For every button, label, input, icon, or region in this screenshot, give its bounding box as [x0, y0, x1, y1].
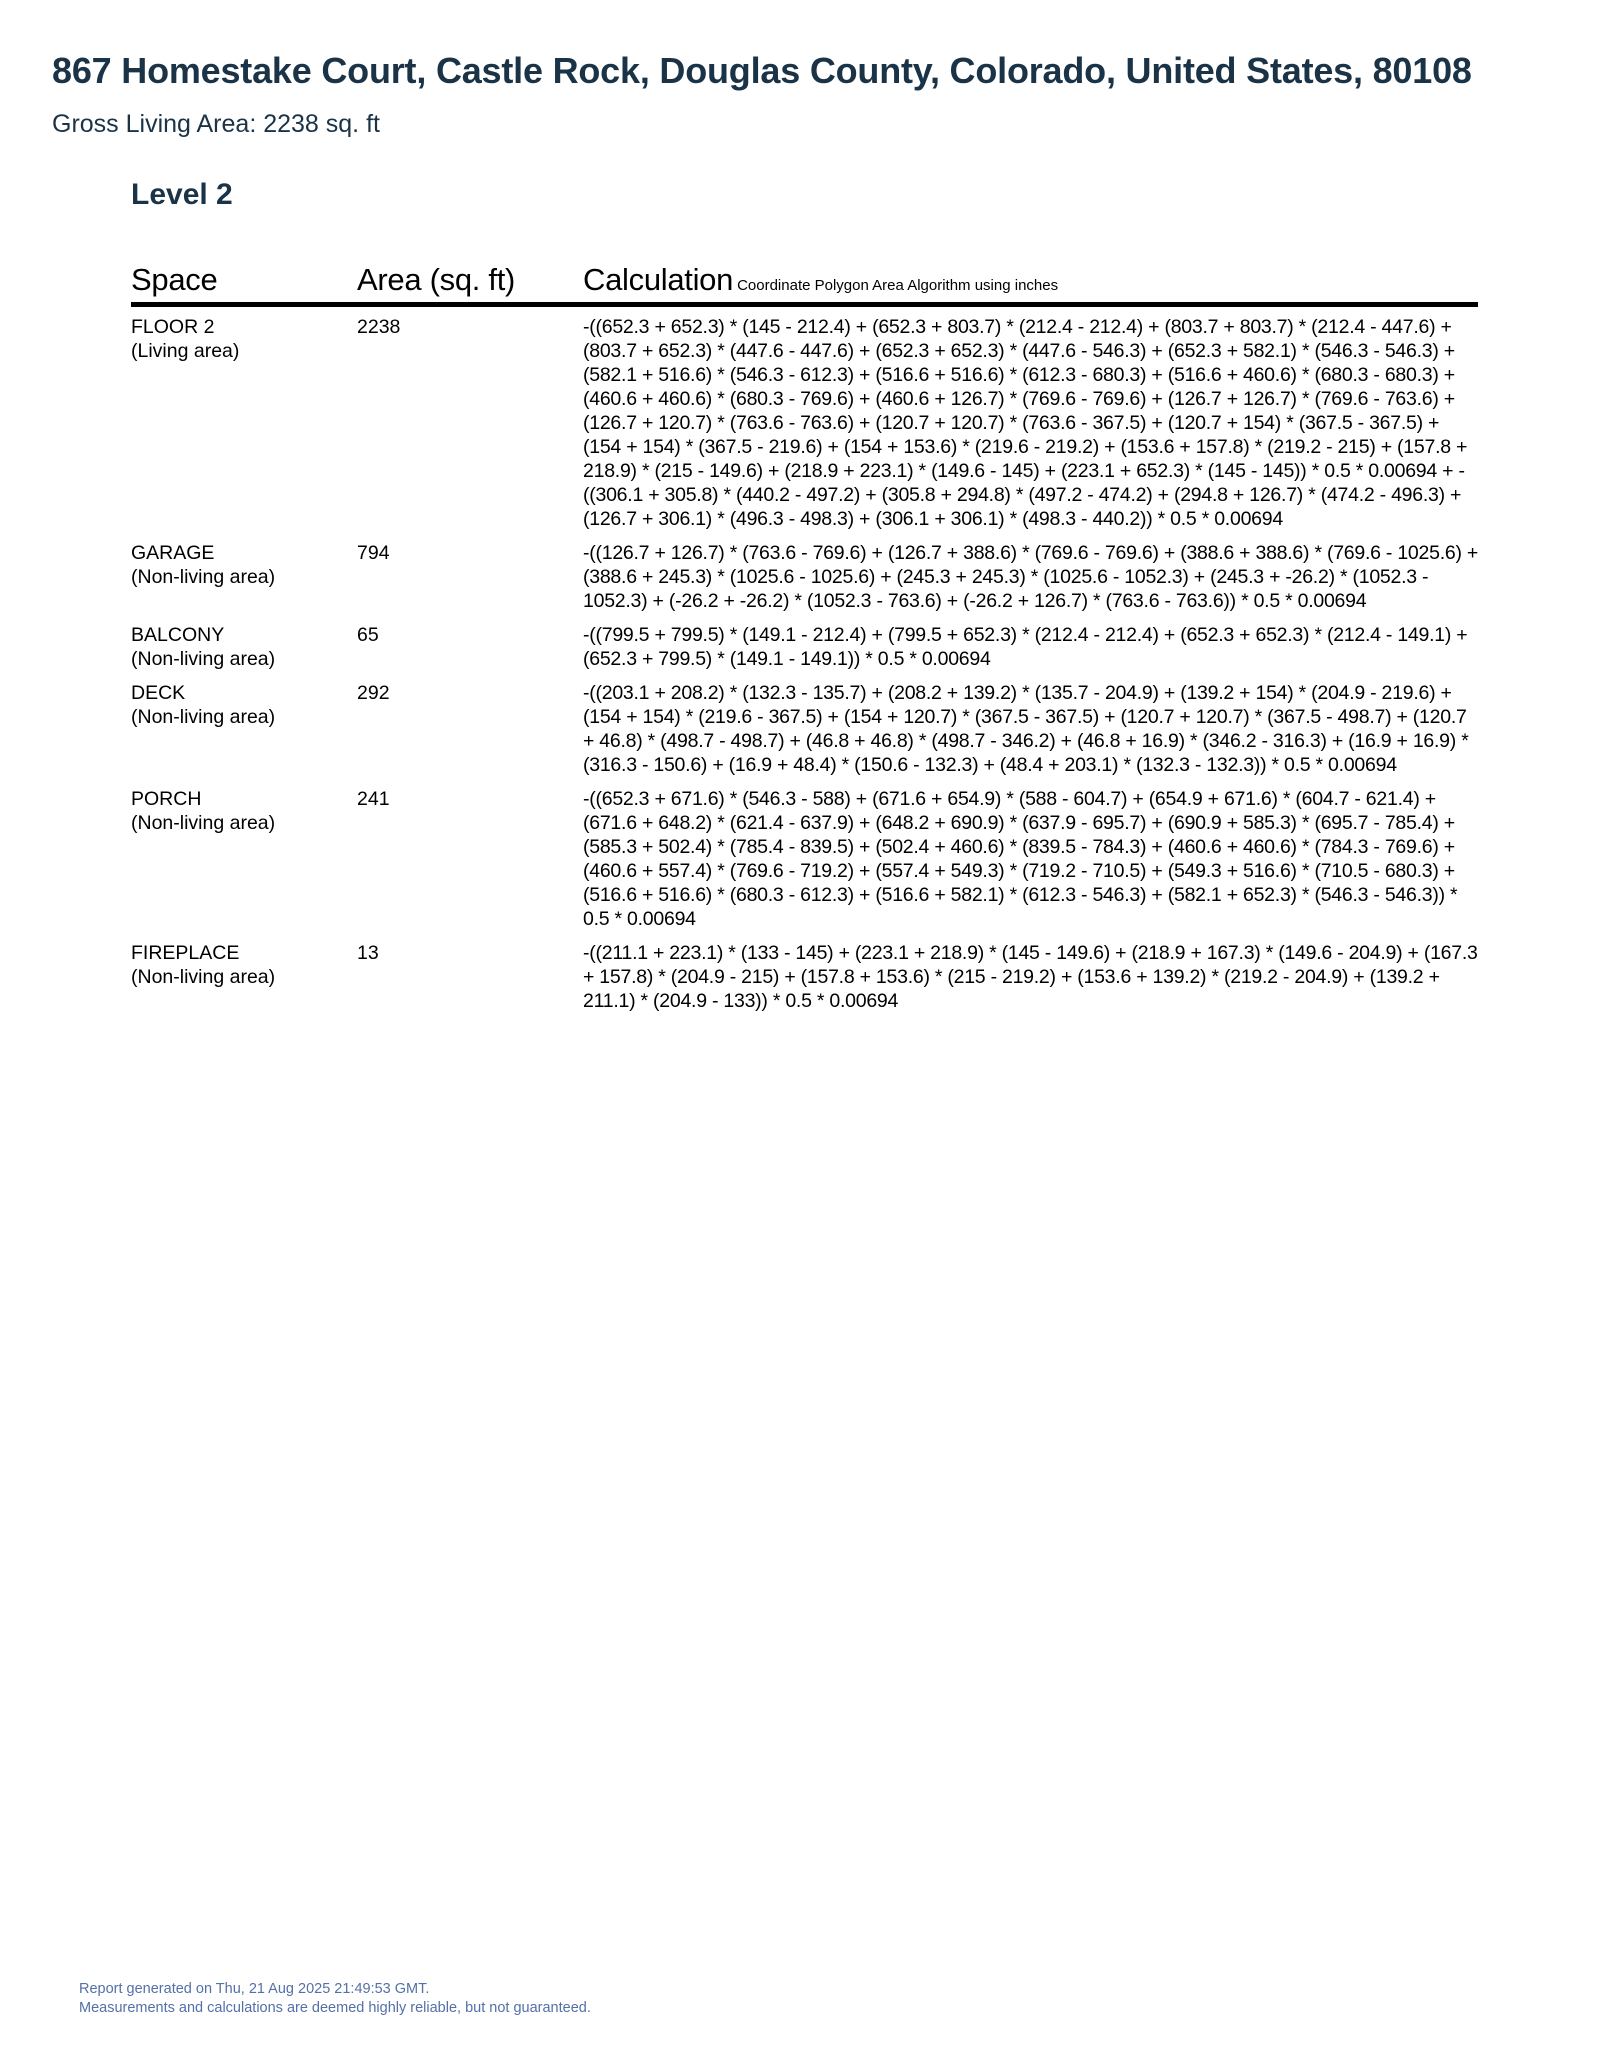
space-name: FLOOR 2 — [131, 316, 215, 338]
table-row — [131, 535, 1478, 617]
report-footer — [79, 1980, 591, 2018]
table-row — [131, 935, 1478, 1017]
calculation-cell: -((652.3 + 671.6) * (546.3 - 588) + (671.6 + 654.9) * (588 - 604.7) + (654.9 + 671.6) * (604.7 - 621.4) + (671.6 + 648.2) * (621.4 - 637.9) + (648.2 + 690.9) * (637.9 - 695.7) + (690.9 + 585.3) * (695.7 - 785.4) + (585.3 + 502.4) * (785.4 - 839.5) + (502.4 + 460.6) * (839.5 - 784.3) + (460.6 + 460.6) * (784.3 - 769.6) + (460.6 + 557.4) * (769.6 - 719.2) + (557.4 + 549.3) * (719.2 - 710.5) + (549.3 + 516.6) * (710.5 - 680.3) + (516.6 + 516.6) * (680.3 - 612.3) + (516.6 + 582.1) * (612.3 - 546.3) + (582.1 + 652.3) * (546.3 - 546.3)) * 0.5 * 0.00694 — [583, 788, 1458, 930]
space-name: DECK — [131, 682, 186, 704]
report-generated-text: Report generated on Thu, 21 Aug 2025 21:49:53 GMT. — [79, 1981, 430, 1997]
disclaimer-text: Measurements and calculations are deemed highly reliable, but not guaranteed. — [79, 2000, 591, 2016]
calculation-cell: -((799.5 + 799.5) * (149.1 - 212.4) + (799.5 + 652.3) * (212.4 - 212.4) + (652.3 + 652.3) * (212.4 - 149.1) + (652.3 + 799.5) * (149.1 - 149.1)) * 0.5 * 0.00694 — [583, 624, 1468, 670]
table-row — [131, 781, 1478, 935]
calculation-cell: -((203.1 + 208.2) * (132.3 - 135.7) + (208.2 + 139.2) * (135.7 - 204.9) + (139.2 + 154) * (204.9 - 219.6) + (154 + 154) * (219.6 - 367.5) + (154 + 120.7) * (367.5 - 367.5) + (120.7 + 120.7) * (367.5 - 498.7) + (120.7 + 46.8) * (498.7 - 498.7) + (46.8 + 46.8) * (498.7 - 346.2) + (46.8 + 16.9) * (346.2 - 316.3) + (16.9 + 16.9) * (316.3 - 150.6) + (16.9 + 48.4) * (150.6 - 132.3) + (48.4 + 203.1) * (132.3 - 132.3)) * 0.5 * 0.00694 — [583, 682, 1469, 776]
area-calculation-table — [131, 262, 1478, 1017]
table-row — [131, 675, 1478, 781]
area-cell: 241 — [357, 788, 390, 810]
space-name: FIREPLACE — [131, 942, 240, 964]
space-cell — [131, 935, 357, 1017]
table-row — [131, 617, 1478, 675]
header-calculation-note: Coordinate Polygon Area Algorithm using inches — [737, 277, 1059, 294]
header-calculation-label: Calculation — [583, 262, 734, 297]
table-header-row — [131, 262, 1478, 305]
space-cell — [131, 617, 357, 675]
table-header — [131, 262, 1478, 305]
gross-living-area: Gross Living Area: 2238 sq. ft — [52, 110, 380, 138]
page-title: 867 Homestake Court, Castle Rock, Douglas County, Colorado, United States, 80108 — [52, 50, 1472, 91]
space-cell — [131, 535, 357, 617]
space-type: (Non-living area) — [131, 566, 276, 588]
space-cell — [131, 305, 357, 536]
area-cell: 13 — [357, 942, 379, 964]
space-name: GARAGE — [131, 542, 215, 564]
space-name: BALCONY — [131, 624, 225, 646]
calculation-cell: -((126.7 + 126.7) * (763.6 - 769.6) + (126.7 + 388.6) * (769.6 - 769.6) + (388.6 + 388.6) * (769.6 - 1025.6) + (388.6 + 245.3) * (1025.6 - 1025.6) + (245.3 + 245.3) * (1025.6 - 1052.3) + (245.3 + -26.2) * (1052.3 - 1052.3) + (-26.2 + -26.2) * (1052.3 - 763.6) + (-26.2 + 126.7) * (763.6 - 763.6)) * 0.5 * 0.00694 — [583, 542, 1479, 612]
space-type: (Non-living area) — [131, 966, 276, 988]
calculation-cell: -((652.3 + 652.3) * (145 - 212.4) + (652.3 + 803.7) * (212.4 - 212.4) + (803.7 + 803.7) * (212.4 - 447.6) + (803.7 + 652.3) * (447.6 - 447.6) + (652.3 + 652.3) * (447.6 - 546.3) + (652.3 + 582.1) * (546.3 - 546.3) + (582.1 + 516.6) * (546.3 - 612.3) + (516.6 + 516.6) * (612.3 - 680.3) + (516.6 + 460.6) * (680.3 - 680.3) + (460.6 + 460.6) * (680.3 - 769.6) + (460.6 + 126.7) * (769.6 - 769.6) + (126.7 + 126.7) * (769.6 - 763.6) + (126.7 + 120.7) * (763.6 - 763.6) + (120.7 + 120.7) * (763.6 - 367.5) + (120.7 + 154) * (367.5 - 367.5) + (154 + 154) * (367.5 - 219.6) + (154 + 153.6) * (219.6 - 219.2) + (153.6 + 157.8) * (219.2 - 215) + (157.8 + 218.9) * (215 - 149.6) + (218.9 + 223.1) * (149.6 - 145) + (223.1 + 652.3) * (145 - 145)) * 0.5 * 0.00694 + -((306.1 + 305.8) * (440.2 - 497.2) + (305.8 + 294.8) * (497.2 - 474.2) + (294.8 + 126.7) * (474.2 - 496.3) + (126.7 + 306.1) * (496.3 - 498.3) + (306.1 + 306.1) * (498.3 - 440.2)) * 0.5 * 0.00694 — [583, 316, 1468, 530]
space-cell — [131, 781, 357, 935]
space-type: (Living area) — [131, 340, 240, 362]
table-row — [131, 305, 1478, 536]
header-calculation — [583, 262, 1478, 305]
space-cell — [131, 675, 357, 781]
space-type: (Non-living area) — [131, 706, 276, 728]
space-type: (Non-living area) — [131, 648, 276, 670]
table-body — [131, 305, 1478, 1018]
level-heading: Level 2 — [131, 178, 233, 211]
calculation-cell: -((211.1 + 223.1) * (133 - 145) + (223.1 + 218.9) * (145 - 149.6) + (218.9 + 167.3) * (149.6 - 204.9) + (167.3 + 157.8) * (204.9 - 215) + (157.8 + 153.6) * (215 - 219.2) + (153.6 + 139.2) * (219.2 - 204.9) + (139.2 + 211.1) * (204.9 - 133)) * 0.5 * 0.00694 — [583, 942, 1478, 1012]
space-name: PORCH — [131, 788, 202, 810]
space-type: (Non-living area) — [131, 812, 276, 834]
area-cell: 794 — [357, 542, 390, 564]
area-cell: 65 — [357, 624, 379, 646]
header-area: Area (sq. ft) — [357, 262, 583, 305]
header-space: Space — [131, 262, 357, 305]
area-cell: 2238 — [357, 316, 401, 338]
area-cell: 292 — [357, 682, 390, 704]
